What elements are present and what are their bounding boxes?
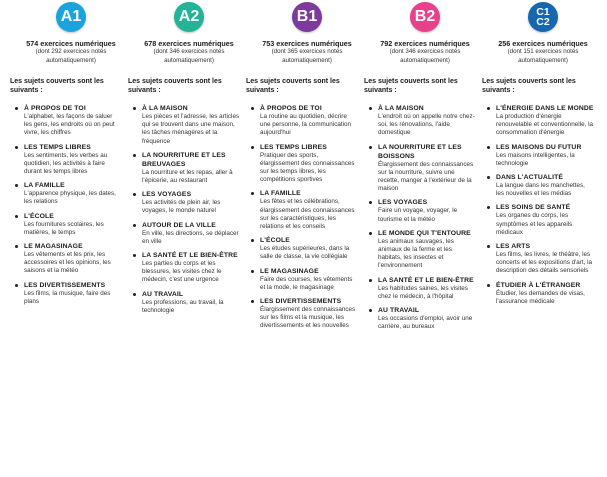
topic-item [378,306,476,331]
exercise-count: 574 exercices numériques [26,39,116,48]
topic-item [260,236,358,261]
topic-title: LES DIVERTISSEMENTS [260,298,342,306]
topic-item [496,104,594,138]
topic-list [260,104,358,336]
topic-list [378,104,476,336]
topic-title: À LA MAISON [378,105,424,112]
topic-description: Les animaux sauvages, les animaux de la ferme et les habitats, les insectes et l'environnement [378,237,454,270]
topic-item [378,104,476,138]
topic-item [24,104,122,138]
topic-description: Étudier, les demandes de visas, l'assurance médicale [496,289,585,305]
topic-list [496,104,594,311]
topic-item [496,242,594,276]
auto-graded-note: (dont 346 exercices notés automatiquement) [389,48,461,64]
topics-intro: Les sujets couverts sont les suivants : [482,78,576,94]
auto-graded-note: (dont 346 exercices notés automatiquement) [153,48,225,64]
topic-description: Les vêtements et les prix, les accessoires et les opinions, les saisons et la météo [24,251,111,275]
topic-item [24,181,122,206]
topic-item [260,297,358,331]
topic-title: LE MONDE QUI T'ENTOURE [378,229,471,237]
topic-title: LA FAMILLE [260,190,301,198]
auto-graded-note: (dont 292 exercices notés automatiquement) [35,48,107,64]
topic-list [24,104,122,311]
topic-title: LES MAISONS DU FUTUR [496,143,582,151]
topic-description: Les habitudes saines, les visites chez le médecin, à l'hôpital [378,284,468,300]
topics-intro: Les sujets couverts sont les suivants : [364,78,458,94]
topic-item [24,281,122,306]
topic-description: La production d'énergie renouvelable et conventionnelle, la consommation d'énergie [496,113,593,137]
topic-item [260,267,358,292]
topic-item [496,281,594,306]
topic-item [142,190,240,215]
topic-title: LES DIVERTISSEMENTS [24,281,106,289]
topic-item [24,212,122,237]
topic-item [378,143,476,194]
topic-title: LES SOINS DE SANTÉ [496,204,571,212]
topic-description: Les activités de plein air, les voyages, le monde naturel [142,199,221,215]
level-badge [528,2,558,32]
topic-title: LA NOURRITURE ET LES BOISSONS [378,143,462,160]
topic-item [142,221,240,246]
topic-title: LE MAGASINAGE [24,243,83,251]
topic-item [260,104,358,138]
topic-title: AU TRAVAIL [142,290,184,298]
topic-item [260,189,358,231]
topic-title: LA FAMILLE [24,182,65,190]
topic-item [496,143,594,168]
topic-title: LA NOURRITURE ET LES BREUVAGES [142,151,226,168]
topic-title: LES VOYAGES [142,191,192,199]
exercise-count: 753 exercices numériques [262,39,352,48]
topic-title: À PROPOS DE TOI [260,105,322,112]
topic-description: L'endroit où on appelle notre chez-soi, les rénovations, l'aide domestique [378,113,475,137]
topic-list [142,104,240,320]
topic-description: Les fournitures scolaires, les matières, le temps [24,220,104,236]
topic-title: L'ÉCOLE [260,237,290,245]
level-badge-line: C1 [536,6,550,18]
topic-description: Les sentiments, les verbes au quotidien, les activités à faire durant les temps libres [24,151,108,176]
topic-title: L'ÉCOLE [24,212,54,220]
topic-description: Faire des courses, les vêtements et la mode, le magasinage [260,275,353,291]
topic-item [142,104,240,146]
topics-intro: Les sujets couverts sont les suivants : [246,78,340,94]
topic-item [260,143,358,185]
topic-description: La nourriture et les repas, aller à l'épicerie, au restaurant [142,168,233,185]
topic-item [378,276,476,301]
topic-description: L'alphabet, les façons de saluer les gens, les endroits où on peut vivre, les chiffres [24,113,115,137]
topic-description: Les occasions d'emploi, avoir une carrière, au bureaux [378,315,473,331]
topic-item [378,229,476,271]
topic-title: LA SANTÉ ET LE BIEN-ÊTRE [142,252,238,260]
topics-intro: Les sujets couverts sont les suivants : [128,78,222,94]
exercise-count: 256 exercices numériques [498,39,588,48]
topic-title: LES VOYAGES [378,199,428,207]
topic-title: LES TEMPS LIBRES [260,143,327,151]
exercise-count: 678 exercices numériques [144,39,234,48]
auto-graded-note: (dont 365 exercices notés automatiquement) [271,48,343,64]
topic-description: La routine au quotidien, décrire une personne, la communication aujourd'hui [260,113,352,137]
topic-description: L'apparence physique, les dates, les relations [24,190,116,206]
topic-item [142,290,240,315]
topic-description: Les études supérieures, dans la salle de classe, la vie collégiale [260,245,350,261]
topic-description: Les organes du corps, les symptômes et les appareils médicaux [496,212,573,236]
topic-description: En ville, les directions, se déplacer en ville [142,229,239,245]
topic-item [142,151,240,185]
auto-graded-note: (dont 151 exercices notés automatiquement) [507,48,579,64]
topic-item [24,143,122,177]
topic-title: LES ARTS [496,243,531,251]
topic-description: Élargissement des connaissances sur la nourriture, suivre une recette, manger à l'extérieur de la maison [378,160,474,193]
topic-description: La langue dans les manchettes, les nouvelles et les médias [496,182,585,198]
topic-title: DANS L'ACTUALITÉ [496,174,564,182]
topic-item [496,203,594,237]
level-badge: A1 [56,2,86,32]
level-badge: A2 [174,2,204,32]
topic-description: Les maisons intelligentes, la technologie [496,151,575,167]
topic-description: Les films, la musique, faire des plans [24,289,111,305]
topic-title: LE MAGASINAGE [260,267,319,275]
level-badge: B2 [410,2,440,32]
topic-title: LA SANTÉ ET LE BIEN-ÊTRE [378,276,474,284]
topic-description: Les fêtes et les célébrations, élargissement des connaissances sur les caractéristiques, les relations et les conseils [260,198,355,231]
topic-title: AUTOUR DE LA VILLE [142,221,216,229]
topic-title: À LA MAISON [142,105,188,112]
topic-item [142,251,240,285]
topic-item [378,198,476,223]
topic-description: Faire un voyage, voyager, le tourisme et la météo [378,207,458,223]
topic-item [24,242,122,276]
topic-description: Pratiquer des sports, élargissement des connaissances sur les temps libres, les compétitions sportives [260,151,355,184]
topic-description: Les parties du corps et les blessures, les visites chez le médecin, c'est une urgence [142,260,222,284]
topics-intro: Les sujets couverts sont les suivants : [10,78,104,94]
exercise-count: 792 exercices numériques [380,39,470,48]
topic-description: Les professions, au travail, la technologie [142,298,224,314]
topic-description: Les pièces et l'adresse, les articles qui se trouvent dans une maison, les tâches ménagères et la fréquence [142,113,240,145]
topic-title: L'ÉNERGIE DANS LE MONDE [496,105,594,112]
topic-item [496,173,594,198]
topic-title: LES TEMPS LIBRES [24,143,91,151]
level-badge-line: C2 [536,16,550,28]
topic-title: À PROPOS DE TOI [24,105,86,112]
topic-description: Les films, les livres, le théâtre, les concerts et les expositions d'art, la description des détails sensoriels [496,251,593,275]
topic-title: ÉTUDIER À L'ÉTRANGER [496,281,581,289]
topic-description: Élargissement des connaissances sur les films et la musique, les divertissements et les nouvelles [260,306,356,330]
level-badge: B1 [292,2,322,32]
topic-title: AU TRAVAIL [378,307,420,315]
